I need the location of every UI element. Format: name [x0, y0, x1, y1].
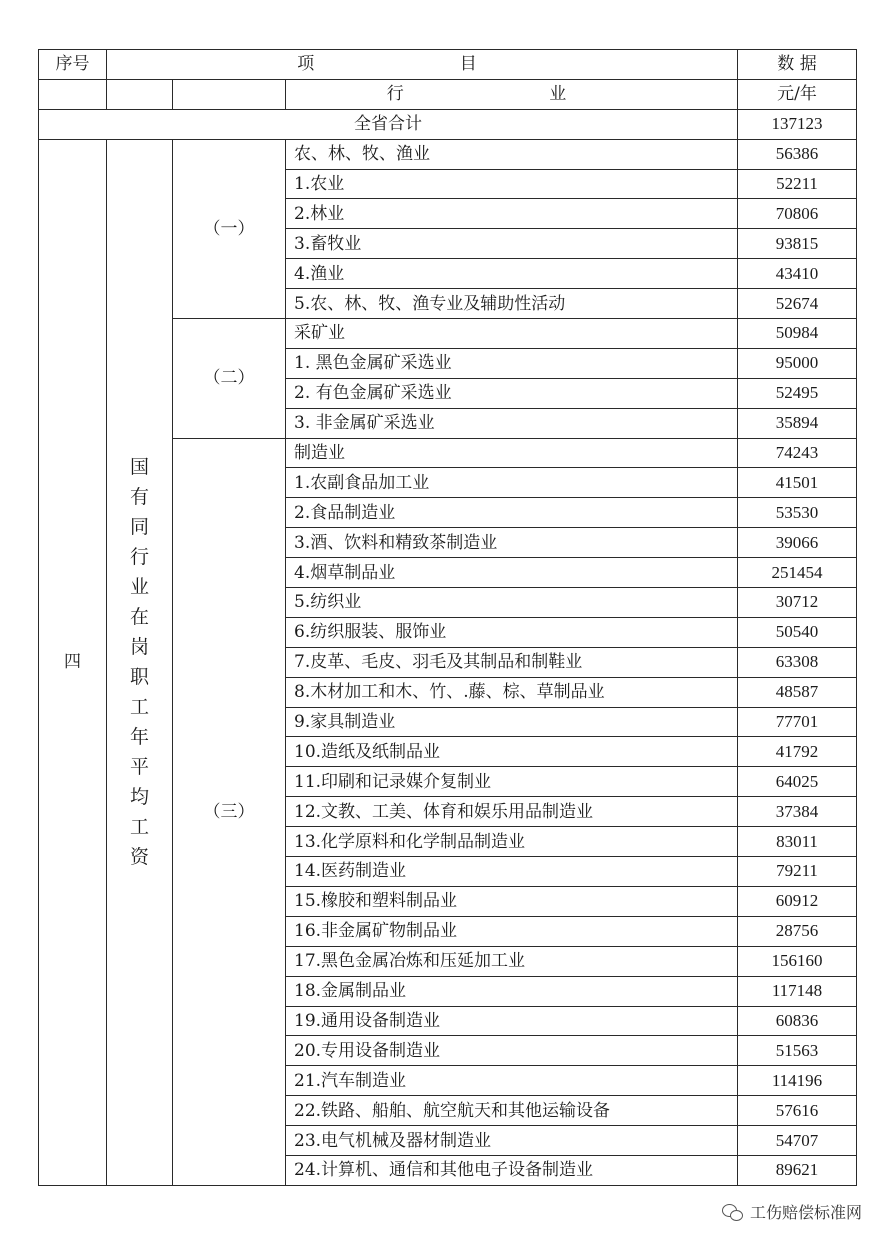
wage-value: 51563: [738, 1036, 857, 1066]
industry-name: 9.家具制造业: [286, 707, 738, 737]
wage-value: 37384: [738, 797, 857, 827]
industry-name: 3. 非金属矿采选业: [286, 408, 738, 438]
header-row: [39, 50, 857, 80]
header-item: 项 目: [107, 50, 738, 80]
watermark: [722, 1200, 862, 1223]
wage-value: 89621: [738, 1155, 857, 1185]
header-data: 数 据: [738, 50, 857, 80]
wage-value: 54707: [738, 1126, 857, 1156]
wage-value: 41792: [738, 737, 857, 767]
wage-value: 114196: [738, 1066, 857, 1096]
wage-value: 60912: [738, 886, 857, 916]
industry-name: 采矿业: [286, 319, 738, 349]
header-industry: 行 业: [286, 79, 738, 109]
industry-name: 24.计算机、通信和其他电子设备制造业: [286, 1155, 738, 1185]
wage-value: 35894: [738, 408, 857, 438]
wage-value: 50984: [738, 319, 857, 349]
industry-name: 5.纺织业: [286, 588, 738, 618]
industry-name: 3.酒、饮料和精致茶制造业: [286, 528, 738, 558]
subheader-empty-cell: [173, 79, 286, 109]
wage-value: 53530: [738, 498, 857, 528]
industry-name: 22.铁路、船舶、航空航天和其他运输设备: [286, 1096, 738, 1126]
wage-value: 93815: [738, 229, 857, 259]
industry-name: 1. 黑色金属矿采选业: [286, 348, 738, 378]
wage-value: 39066: [738, 528, 857, 558]
industry-name: 16.非金属矿物制品业: [286, 916, 738, 946]
wage-value: 60836: [738, 1006, 857, 1036]
wage-value: 63308: [738, 647, 857, 677]
industry-name: 7.皮革、毛皮、羽毛及其制品和制鞋业: [286, 647, 738, 677]
wage-value: 57616: [738, 1096, 857, 1126]
wage-value: 95000: [738, 348, 857, 378]
total-value: 137123: [738, 109, 857, 139]
group-label: （三）: [173, 438, 286, 1185]
wage-value: 28756: [738, 916, 857, 946]
industry-name: 12.文教、工美、体育和娱乐用品制造业: [286, 797, 738, 827]
wage-value: 48587: [738, 677, 857, 707]
industry-name: 13.化学原料和化学制品制造业: [286, 827, 738, 857]
group-label: （二）: [173, 319, 286, 439]
wechat-icon: [722, 1203, 744, 1221]
wage-value: 52211: [738, 169, 857, 199]
section-title-text: 国有同行业在岗职工年平均工资: [129, 456, 149, 869]
industry-name: 15.橡胶和塑料制品业: [286, 886, 738, 916]
wage-value: 117148: [738, 976, 857, 1006]
industry-name: 21.汽车制造业: [286, 1066, 738, 1096]
header-unit: 元/年: [738, 79, 857, 109]
group-label: （一）: [173, 139, 286, 318]
industry-name: 3.畜牧业: [286, 229, 738, 259]
wage-value: 50540: [738, 617, 857, 647]
wage-value: 83011: [738, 827, 857, 857]
industry-name: 6.纺织服装、服饰业: [286, 617, 738, 647]
industry-name: 2. 有色金属矿采选业: [286, 378, 738, 408]
wage-value: 30712: [738, 588, 857, 618]
header-seq: 序号: [39, 50, 107, 80]
wage-value: 41501: [738, 468, 857, 498]
industry-name: 8.木材加工和木、竹、.藤、棕、草制品业: [286, 677, 738, 707]
wage-value: 79211: [738, 857, 857, 887]
wage-value: 77701: [738, 707, 857, 737]
table-row: [39, 139, 857, 169]
industry-name: 2.食品制造业: [286, 498, 738, 528]
industry-name: 5.农、林、牧、渔专业及辅助性活动: [286, 289, 738, 319]
section-title: [107, 139, 173, 1185]
wage-value: 156160: [738, 946, 857, 976]
subheader-empty-cell: [107, 79, 173, 109]
section-seq: 四: [39, 139, 107, 1185]
total-row: [39, 109, 857, 139]
subheader-row: [39, 79, 857, 109]
industry-name: 4.渔业: [286, 259, 738, 289]
industry-name: 10.造纸及纸制品业: [286, 737, 738, 767]
total-label: 全省合计: [39, 109, 738, 139]
wage-table: [38, 49, 857, 1186]
industry-name: 14.医药制造业: [286, 857, 738, 887]
industry-name: 4.烟草制品业: [286, 558, 738, 588]
wage-value: 74243: [738, 438, 857, 468]
wage-value: 251454: [738, 558, 857, 588]
industry-name: 制造业: [286, 438, 738, 468]
industry-name: 2.林业: [286, 199, 738, 229]
industry-name: 17.黑色金属冶炼和压延加工业: [286, 946, 738, 976]
watermark-text: 工伤赔偿标准网: [749, 1203, 862, 1222]
industry-name: 23.电气机械及器材制造业: [286, 1126, 738, 1156]
wage-value: 70806: [738, 199, 857, 229]
subheader-empty-cell: [39, 79, 107, 109]
industry-name: 1.农副食品加工业: [286, 468, 738, 498]
industry-name: 1.农业: [286, 169, 738, 199]
industry-name: 19.通用设备制造业: [286, 1006, 738, 1036]
wage-value: 52495: [738, 378, 857, 408]
wage-value: 43410: [738, 259, 857, 289]
industry-name: 20.专用设备制造业: [286, 1036, 738, 1066]
industry-name: 11.印刷和记录媒介复制业: [286, 767, 738, 797]
industry-name: 18.金属制品业: [286, 976, 738, 1006]
wage-value: 56386: [738, 139, 857, 169]
wage-value: 64025: [738, 767, 857, 797]
industry-name: 农、林、牧、渔业: [286, 139, 738, 169]
wage-value: 52674: [738, 289, 857, 319]
